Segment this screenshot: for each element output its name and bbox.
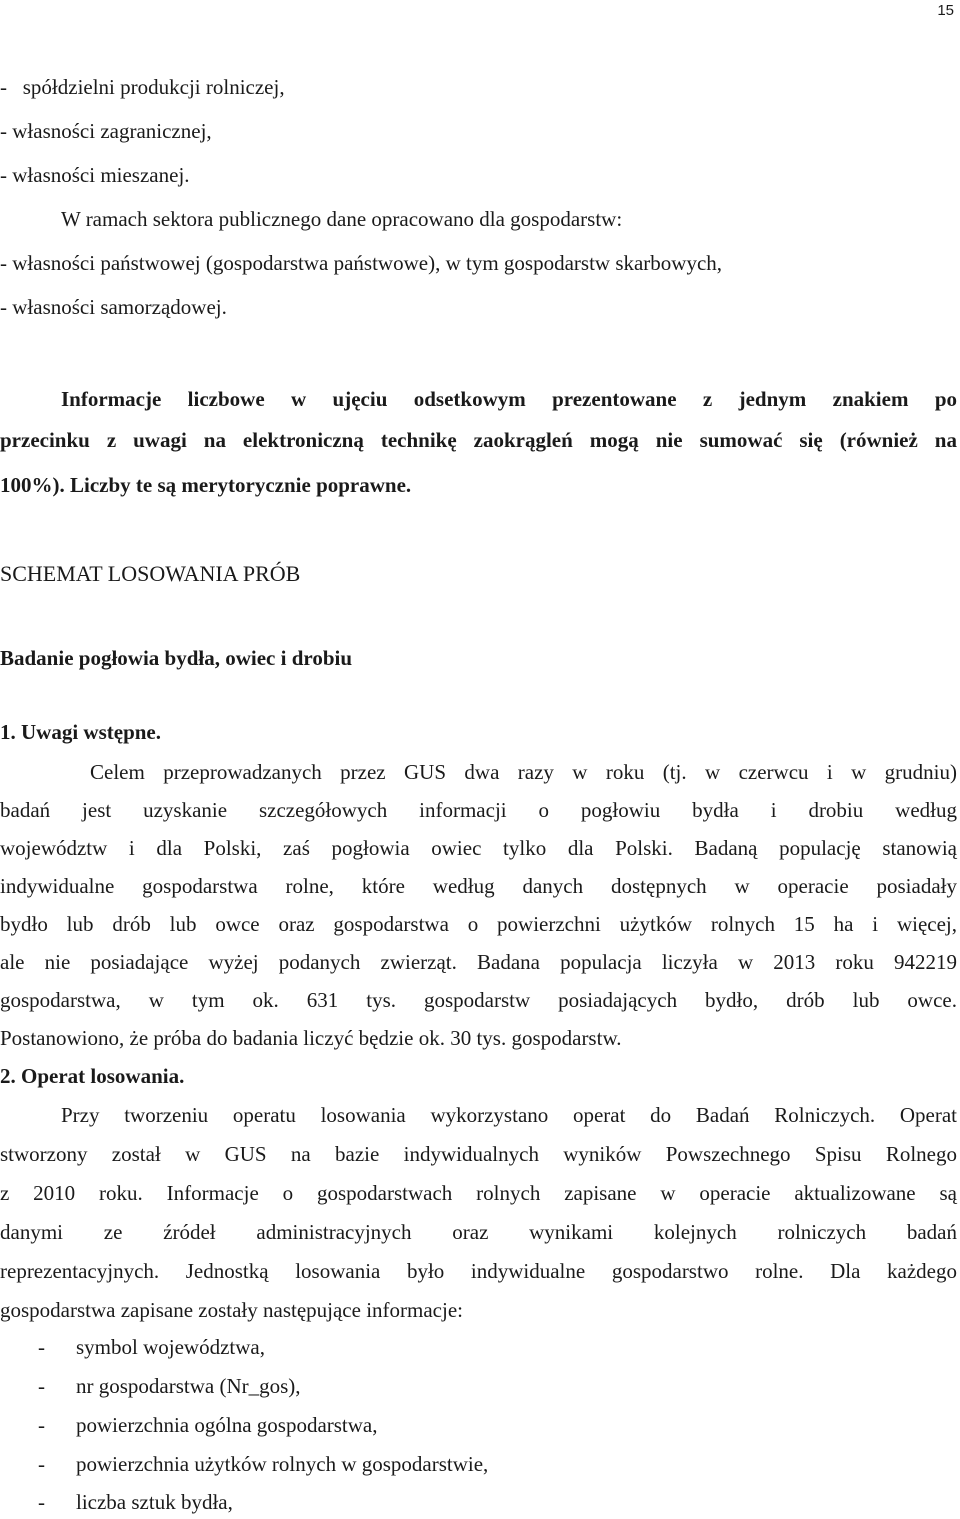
paragraph-line: indywidualne gospodarstwa rolne, które według danych dostępnych w operacie posiadały	[0, 874, 957, 898]
list-item: - własności zagranicznej,	[0, 119, 212, 143]
paragraph-line: z 2010 roku. Informacje o gospodarstwach rolnych zapisane w operacie aktualizowane są	[0, 1181, 957, 1205]
note-line: 100%). Liczby te są merytorycznie poprawne.	[0, 473, 412, 497]
paragraph-line: Przy tworzeniu operatu losowania wykorzystano operat do Badań Rolniczych. Operat	[61, 1103, 957, 1127]
paragraph-line: gospodarstwa zapisane zostały następujące informacje:	[0, 1298, 463, 1322]
list-item: - powierzchnia ogólna gospodarstwa,	[38, 1413, 378, 1437]
list-item: - nr gospodarstwa (Nr_gos),	[38, 1374, 301, 1398]
paragraph-line: bydło lub drób lub owce oraz gospodarstwa o powierzchni użytków rolnych 15 ha i więcej,	[0, 912, 957, 936]
survey-title: Badanie pogłowia bydła, owiec i drobiu	[0, 646, 353, 670]
paragraph-line: Postanowiono, że próba do badania liczyć będzie ok. 30 tys. gospodarstw.	[0, 1026, 622, 1050]
note-line: przecinku z uwagi na elektroniczną technikę zaokrągleń mogą nie sumować się (również na	[0, 428, 957, 452]
paragraph-line: reprezentacyjnych. Jednostką losowania było indywidualne gospodarstwo rolne. Dla każdego	[0, 1259, 957, 1283]
list-item: - liczba sztuk bydła,	[38, 1490, 233, 1514]
paragraph-line: województw i dla Polski, zaś pogłowia owiec tylko dla Polski. Badaną populację stanowią	[0, 836, 957, 860]
paragraph-public-sector: W ramach sektora publicznego dane opracowano dla gospodarstw:	[61, 207, 623, 231]
list-item: - spółdzielni produkcji rolniczej,	[0, 75, 285, 99]
paragraph-line: badań jest uzyskanie szczegółowych informacji o pogłowiu bydła i drobiu według	[0, 798, 957, 822]
list-item: - własności państwowej (gospodarstwa państwowe), w tym gospodarstw skarbowych,	[0, 251, 723, 275]
list-item: - symbol województwa,	[38, 1335, 265, 1359]
note-line: Informacje liczbowe w ujęciu odsetkowym prezentowane z jednym znakiem po	[61, 387, 957, 411]
list-item: - własności samorządowej.	[0, 295, 227, 319]
paragraph-line: danymi ze źródeł administracyjnych oraz wynikami kolejnych rolniczych badań	[0, 1220, 957, 1244]
paragraph-line: Celem przeprowadzanych przez GUS dwa razy w roku (tj. w czerwcu i w grudniu)	[90, 760, 957, 784]
paragraph-line: stworzony został w GUS na bazie indywidualnych wyników Powszechnego Spisu Rolnego	[0, 1142, 957, 1166]
section-heading: 1. Uwagi wstępne.	[0, 720, 161, 744]
paragraph-line: gospodarstwa, w tym ok. 631 tys. gospodarstw posiadających bydło, drób lub owce.	[0, 988, 957, 1012]
list-item: - powierzchnia użytków rolnych w gospodarstwie,	[38, 1452, 489, 1476]
paragraph-line: ale nie posiadające wyżej podanych zwierząt. Badana populacja liczyła w 2013 roku 942219	[0, 950, 957, 974]
section-heading: 2. Operat losowania.	[0, 1064, 185, 1088]
list-item: - własności mieszanej.	[0, 163, 190, 187]
page-number: 15	[937, 2, 954, 19]
section-title: SCHEMAT LOSOWANIA PRÓB	[0, 561, 301, 586]
